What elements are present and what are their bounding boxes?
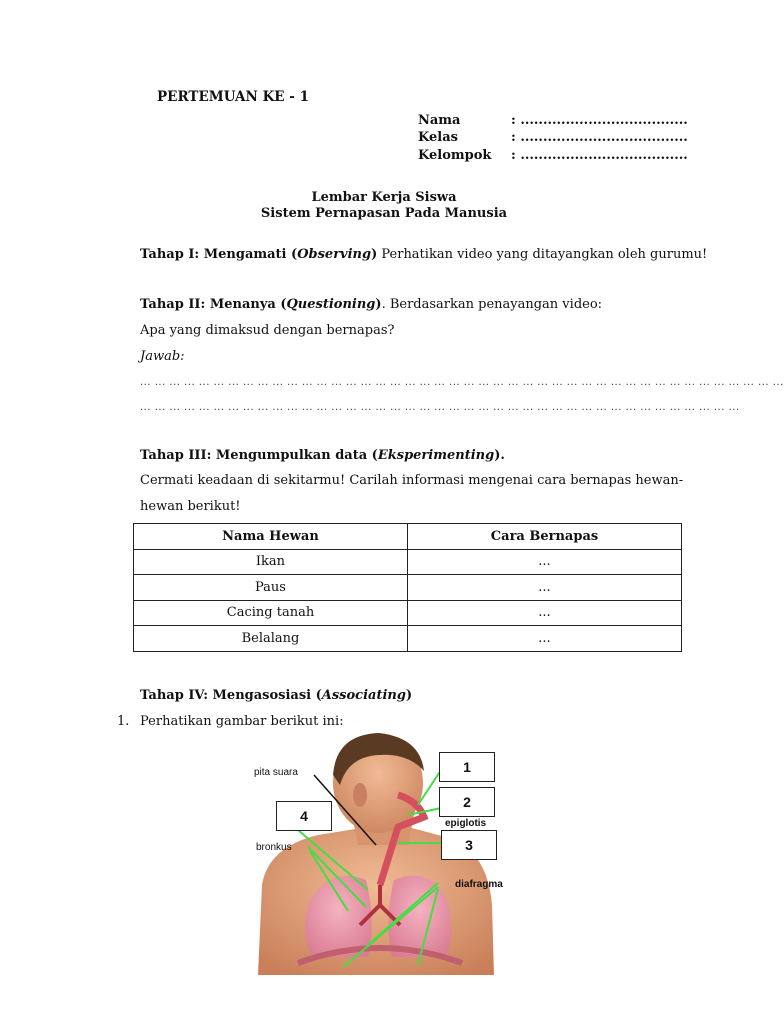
animal-name: Cacing tanah (134, 600, 408, 626)
stage-1-term: Observing (297, 247, 372, 262)
table-row (134, 600, 682, 626)
stage-3-close: ). (494, 448, 505, 463)
stage-4 (140, 688, 412, 703)
table-row (134, 575, 682, 601)
class-label: Kelas (418, 130, 458, 145)
stage-4-term: Associating (321, 688, 406, 703)
group-label: Kelompok (418, 148, 492, 163)
stage-1-close: ) (371, 247, 378, 262)
stage-3-term: Eksperimenting (377, 448, 495, 463)
label-vocal-cords: pita suara (254, 767, 298, 778)
column-header-animal: Nama Hewan (134, 524, 408, 550)
stage-2-close: ) (375, 297, 382, 312)
breathing-answer[interactable]: ... (408, 626, 682, 652)
table-row (134, 549, 682, 575)
answer-line-2[interactable]: ... ... ... ... ... ... ... ... ... ... ... ... ... ... ... ... ... ... ... ... ... ... ... ... ... ... ... ... ... ... ... ... ... ... ... ... ... ... ... ... ... (140, 402, 740, 413)
answer-box-4[interactable]: 4 (276, 801, 332, 831)
stage-2-term: Questioning (286, 297, 376, 312)
stage-1 (140, 247, 707, 262)
stage-3-text-1: Cermati keadaan di sekitarmu! Carilah informasi mengenai cara bernapas hewan- (140, 473, 684, 488)
table-row (134, 626, 682, 652)
breathing-answer[interactable]: ... (408, 600, 682, 626)
stage-2-question: Apa yang dimaksud dengan bernapas? (140, 323, 395, 338)
item-text: Perhatikan gambar berikut ini: (140, 714, 344, 729)
answer-label: Jawab: (140, 349, 185, 364)
column-header-breathing: Cara Bernapas (408, 524, 682, 550)
label-epiglottis: epiglotis (445, 818, 487, 829)
stage-4-label: Tahap IV: Mengasosiasi ( (140, 688, 322, 703)
label-diaphragm: diafragma (455, 879, 503, 890)
stage-2-text: . Berdasarkan penayangan video: (381, 297, 603, 312)
class-field[interactable]: : ..................................... (511, 130, 688, 145)
group-field[interactable]: : ..................................... (511, 148, 688, 163)
table-header-row (134, 524, 682, 550)
name-field[interactable]: : ..................................... (511, 113, 688, 128)
answer-box-2[interactable]: 2 (439, 787, 495, 817)
stage-2 (140, 297, 602, 312)
stage-4-close: ) (405, 688, 413, 703)
answer-box-1[interactable]: 1 (439, 752, 495, 782)
worksheet-title: Lembar Kerja Siswa (311, 190, 457, 205)
label-bronchus: bronkus (256, 842, 292, 853)
stage-3-text-2: hewan berikut! (140, 499, 241, 514)
answer-line-1[interactable]: ... ... ... ... ... ... ... ... ... ... ... ... ... ... ... ... ... ... ... ... ... ... ... ... ... ... ... ... ... ... ... ... ... ... ... ... ... ... ... ... ... ... ... ... (140, 377, 784, 388)
breathing-answer[interactable]: ... (408, 549, 682, 575)
meeting-title: PERTEMUAN KE - 1 (157, 89, 309, 105)
animal-name: Belalang (134, 626, 408, 652)
stage-1-label: Tahap I: Mengamati ( (140, 247, 298, 262)
stage-3-label: Tahap III: Mengumpulkan data ( (140, 448, 378, 463)
stage-2-label: Tahap II: Menanya ( (140, 297, 287, 312)
animal-name: Ikan (134, 549, 408, 575)
item-number: 1. (117, 714, 130, 729)
name-label: Nama (418, 113, 461, 128)
animal-breathing-table (133, 523, 682, 652)
worksheet-subtitle: Sistem Pernapasan Pada Manusia (260, 206, 508, 221)
stage-1-text: Perhatikan video yang ditayangkan oleh gurumu! (377, 247, 708, 262)
answer-box-3[interactable]: 3 (441, 830, 497, 860)
animal-name: Paus (134, 575, 408, 601)
stage-3 (140, 448, 505, 463)
breathing-answer[interactable]: ... (408, 575, 682, 601)
